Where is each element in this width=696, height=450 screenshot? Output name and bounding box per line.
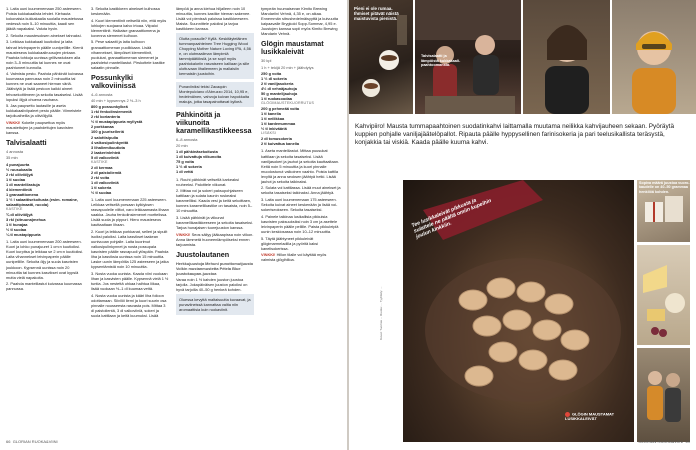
ingredient: 1 dl valkoviiniä (91, 179, 119, 185)
drink-tip-text: Punaviiniksi tekisi Zacaqoin Montepulciano d'Abruzzo 2014, 10,95 e, hedelmäinen, vahvoja kuivan hapokkaita makuja, jotka tasapainottavat kylkeä. (179, 84, 250, 105)
text-column-2 (91, 6, 169, 434)
recipe-time: 20 min (176, 143, 188, 149)
ingredient: 3 lihaliemikuutiota (91, 144, 125, 150)
ingredient: 1 ½ dl sokeria (176, 164, 202, 170)
ingredient: 1 rkl fenkolinsiemeniä (91, 109, 132, 115)
cheese-list: Herkkujuustoja Mehuni punottomutjuusto Volkin mustanmustetta Pétela Blue juustokaupan-juustoa (176, 260, 254, 276)
page-footer (638, 439, 690, 444)
paragraph: 2. Mittaa voi ja sokeri paksupohjaiseen kattilaan ja sulata kaunin ruskeaksi karamelliksi. Kaada vesi ja keitä sekoittaen, kunnes karamellikastike on tasaista, noin 5–10 minuuttia. (176, 188, 253, 214)
caption-text: GLÖGIN MAUSTAMAT LUSIKKALEIVÄT (565, 411, 615, 422)
text-column-1 (6, 6, 84, 434)
paragraph: 1. Laita uuni kuumenemaan 225 asteeseen. Leikkaa veitsellä porsaan kylkiyksen rasvapuolelle viiltot, varo leikkaamasta lihaan saakka. Jauha fenkolinsiemenet morttelissa. Lisää suola ja pippuri. Hiero mausteseos kauttaaltaan lihaan. (91, 197, 169, 228)
ingredient: 2 dl kermaa (91, 164, 113, 170)
magazine-name: GLORIAN RUOKA&VIINI (12, 439, 58, 444)
page-number: 69 (685, 439, 690, 444)
recipe-servings: 4 annosta (6, 149, 24, 155)
paragraph: Varaa noin 1 ½ kahden juuston juustoa tarjolla. Jokapäiväisen juuston paloiksi on hyvä tarjoilla 40–50 g henkeä kohden. (176, 277, 248, 293)
paragraph: 3. Sekoita kastikkeen ainekset kulhossa keskenään. (91, 6, 160, 17)
recipe-time: 40 min + kypsennys 2 ½–3 h (91, 97, 141, 103)
ingredient: 2 salottisipulia (91, 134, 119, 140)
ingredient-subheading: GLÖGIMAUSTEKUORRUTUS (261, 101, 315, 106)
tip-text: Hillon tilalle voi käyttää myös valmista glögihilloa. (261, 252, 327, 263)
ingredient: 50 g mantelijauhoja (261, 90, 298, 96)
lead-paragraph: Kahvipiiro! Mausta tummapaahtoinen suodatinkahvi laittamalla muutama neilikka kahvijauheen sekaan. Pyöräytä kuppien pohjalle vaniljajäätelöpallot. Ripauta päälle hyppysellinen farinisokeria ja pari teelusikallista teräsystä, konjakkia tai viskiä. Kaada päälle kuuma kahvi. (355, 123, 675, 147)
ingredient: ½ tl suolaa (6, 227, 27, 233)
tip-label: VINKKI! (261, 252, 276, 258)
ingredient-subheading: LISÄKSI (261, 131, 276, 136)
photo-man-portrait (612, 0, 696, 114)
photo-caption-side: Sopiva määrä juustoa vuoro-kaudelle on 40–50 grammaa henkilöä kohden. (639, 181, 690, 194)
recipe-title: Talvisalaatti (6, 138, 47, 148)
ingredient: 1 ½ l salaattisekoitusta (esim. romaine, salaattipinaatti, rucola) (6, 196, 79, 207)
paragraph: 3. Nosta vuoka uunista. Kaada viini vuokaan lihan ja kasvisten päälle. Kypsennä vielä 1 ½ tuntia. Jos nestettä uhkaa haihtua liikaa, lisää vuokaan ½–1 dl kuumaa vettä. (91, 270, 169, 292)
paragraph: 3. Lisää pähkinät ja viikunat karamellikastikkeeseen ja sekoita tasaiseksi. Tarjoa hunajaisen tuorejuuston kanssa. (176, 215, 253, 231)
ingredient: ¾ dl oliiviöljyä (6, 212, 33, 218)
paragraph: 1. Aseta mantelilastut. Mittaa puusukat kattilaan ja sekoita tasaiseksi. Lisää vaniljasokeri ja jauhot ja sekoita kauttaaltaan. Keitä noin 5 minuuttia ja kuori pinnalle muodostunut valkoinen vaahto. Poista kattila levyltä ja anna seoksen jäähtyä hetki. Lisää jauhot ja sekoita taikinaksi. (261, 148, 340, 184)
paragraph: 2. Sekoita maustesoksen ainekset tahnaksi. (6, 32, 82, 38)
photo-woman-portrait (523, 0, 610, 114)
paragraph: 5. Jaa paupsetto lautasille ja aseta kukkakaaliviipaleet pesto päälle. Viimeistele tarjoiluaiheilla ja oliiviöljyllä. (6, 103, 82, 119)
paragraph: 5. Pese salaatti ja laita kulhoon granaattiomenan puolikkaan. Lisää vihannekset, lämpöiset klementiinit, puolukat, granaattiomenan siemenet ja paahdetut mantelilastut. Pirskottele kastike salaatin pinnalle. (91, 39, 165, 70)
ingredient: 200 g pehmeää voita (261, 106, 300, 112)
page-number: 66 (6, 439, 11, 444)
recipe-time: 1 h + tekijä 20 min + jäähdytys (261, 64, 314, 70)
photo-ribbon-text: Tee lusikkaleivät pikkusta ja sulattele ne päältä omiin kupeihin joulun kinkkiin. (410, 197, 493, 241)
ingredient: ½ tl inkivääriä (261, 126, 287, 132)
ingredient: 1 granaattiomena (6, 191, 39, 197)
ingredient: 2 tl kuivattua kanelia (261, 141, 300, 147)
ingredient: 100 g juuriselleriä (91, 129, 124, 135)
ingredient: 2 rkl korianteria (91, 114, 120, 120)
recipe-title: Possunkylki valkoviinissä (91, 72, 136, 90)
ingredient: 2 dl tomusokeria (261, 136, 292, 142)
ingredient: 2 laakerinlehteä (91, 149, 121, 155)
ingredient: 5 dl valkoviiniä (91, 154, 119, 160)
recipe-title: Juustolautanen (176, 249, 230, 259)
recipe-servings: 6–8 annosta (176, 136, 198, 142)
ingredient: 1 tl sokeria (91, 184, 112, 190)
recipe-servings: 4–6 annosta (91, 91, 113, 97)
tip-text: Kokeile paupsettoa myös maustettujen ja paahdettujen kasvisten kanssa. (6, 119, 74, 136)
tip (6, 120, 84, 135)
ingredient: 4 valkosipulinkynttä (91, 139, 129, 145)
paragraph: lämpöä ja anna kiehua hiljalleen noin 10 minuuttia, kunnes kastike hieman sakenee. Lisää voi pienissä paloissa kastikkeeseen. Maista. Suunnittele paloiksi ja tarjoa kastikkeen kanssa. (176, 6, 251, 32)
paragraph: 1. Rouhi pähkinät veitsellä karkeaksi rouheeksi. Paloittele viikunat. (176, 176, 239, 187)
drink-tip-text: Olutta possulle? Kyllä. Keskitäyteläinen tummanpaahteinen Tree Hugging Wood Chopping Mother Nature Loving IPA, 4,56 e, on olutmaailman lämpimiä tammipäätöksiä, ja se sopii myös paahtokaloriin rasvaiseen kalliaan ja sille ulottuvaan lihaliemeen ja mallaisiin kermaisiin juustoihin. (179, 35, 251, 77)
recipe-time: 35 min (6, 155, 18, 161)
paragraph: 4. Painele taikinaa lusikallisia pikkuisia kasvisten paksuuksiksi noin 3 cm ja asettele leivinpaperin päälle pellille. Paista pikkuleipiä uunin keskiosassa noin 10–12 minuuttia. (261, 213, 339, 234)
ingredient: 1 tl ruokasoodaa (261, 95, 292, 101)
paragraph: 2. Sulata voi kattilassa. Lisää muut ainekset ja sekoita tasaiseksi taikinaksi. Anna jäähtyä. (261, 185, 341, 196)
ingredient-subheading: KASTIKE (91, 159, 108, 164)
ingredient: ½ ruusukaalia (6, 166, 32, 172)
ingredient: 1 dl vettä (176, 169, 193, 175)
ingredient-subheading: KASTIKE (6, 206, 23, 211)
drink-tip-box (176, 294, 254, 314)
ingredient: 1 ½ dl sokeria (261, 75, 287, 81)
man-illustration (612, 0, 696, 114)
ingredient: 2 porkkanaa (91, 124, 114, 130)
tip (176, 232, 254, 247)
drink-tip-box (176, 33, 254, 78)
ingredient: 1 dl mantelilastuja (6, 181, 40, 187)
ingredient: 2 rkl oliiviöljyä (6, 171, 33, 177)
paragraph: 3. Laita uuni kuumenemaan 175 asteeseen. Sekoita kuivat aineet keskenään ja lisää voi-sokeriseokseen. Sekoita tasaiseksi. (261, 197, 338, 213)
left-page (0, 0, 347, 450)
paragraph: 3. Leikkaa kukkakaali kuutioiksi ja laita tahnat leivinpaperin päälle uunipellille. Kierrä mausteseos kukkakaaliruusujen pintaan. Paahda tohkoja uunissa grillivastuksen alla noin 3–5 minuuttia tai kunnes ne ovat paahtuneet kunnolla. (6, 39, 83, 70)
ingredient: 2 rkl voita (91, 174, 110, 180)
photo-caption-bottom (565, 412, 629, 422)
ingredient: 1 tl kanelia (261, 111, 281, 117)
text-column-4 (261, 6, 341, 434)
photo-cheese-board (637, 245, 690, 345)
ingredient: 1 dl kuivattuja viikunoita (176, 154, 222, 160)
right-page (349, 0, 696, 450)
drink-tip-box (176, 82, 254, 107)
paragraph: tympeän huumaisevan Kimito Brewing Mandariini Vehnä, 4,35 e, on aikaa. Ennemmän sitrushedelmäisyyttä ja kuivuutta kaipaavalle Brygkold Sopp-Sommar, 4,95 e. Juustojen kanssa sopii myös Kimito Brewing Mandarin Vehnä. (261, 6, 338, 37)
tip-label: VINKKI! (6, 119, 21, 125)
photo-caption: Pieni ei ole rumaa. Ihmiset pitävät näistä maistuvista pienistä. (354, 6, 399, 22)
recipe-title: Glögin maustamat lusikkaleivät (261, 39, 324, 57)
ingredient: 4½ dl vehnäjauhoja (261, 85, 297, 91)
ingredient: 75 g voita (176, 159, 194, 165)
paragraph: 4. Kuori klementiinit veitsellä niin, että myös lohkojen suojaava kalvo irtoaa. Viipaloi klementiinit. Halkaise granaattiomena ja kovenna siemenet kulhoon. (91, 17, 167, 38)
ingredient: 250 g voita (261, 70, 282, 76)
magazine-name: GLORIAN RUOKA&VIINI (638, 439, 684, 444)
photo-credit: Kuvat: Tuomas ... Ruoka: ... Tyylittely: ... (379, 286, 383, 340)
ingredient: 4 punajuurta (6, 161, 30, 167)
paragraph: 2. Paahda mantelilastut kuivassa kuumassa pannussa. (6, 281, 82, 292)
ingredient: 1 dl pähkinäsekoitusta (176, 149, 218, 155)
ingredient: 800 g possunkylkeä (91, 104, 128, 110)
ingredient: ½ tl mustapippuria myllystä (91, 119, 143, 125)
ingredient: 2 tl vaniljasokeria (261, 80, 294, 86)
tip (261, 252, 341, 262)
paragraph: 1. Laita uuni kuumenemaan 250 asteeseen. Poista kukkakaalista lehdet. Kiehauta kokonaisia kukkakaalia suolalla maustetussa vedessä noin 5–10 minuuttia, kaadi sen jäädä napakaksi. Valuta hyvin. (6, 6, 84, 32)
ingredient: 1 tl kardemummaa (261, 121, 296, 127)
recipe-yield: 30 kpl (261, 58, 272, 64)
paragraph: 1. Laita uuni kuumenemaan 200 asteeseen. Kuori ja lohko punajuuret 1 cm:n kuutioiksi. Kuori kurpitsa ja leikkaa se 2 cm:n kuutioiksi. Laita vihannekset leivinpaperin päälle uunipellille. Sekoita öljy ja suola kasvisten joukkoon. Kypsennä uunissa noin 20 minuuttia tai kunnes kasvikset ovat kypsiä mutta vielä napakoita. (6, 239, 84, 280)
tip-text: Seos säilyy jääkaapissa noin viikon. Anna lämmetä huoneenlämpöiseksi ennen tarjoamista. (176, 231, 254, 247)
drink-tip-text: Oluessa kevyttä maltaisuutta kuvaavat, ja punaviineissä kannattaa valita niin aromaattisia kuin ruokaviinit. (179, 296, 251, 312)
ingredient: 1 tl suolaa (6, 176, 26, 182)
tip-label: VINKKI! (176, 231, 191, 237)
paragraph: 4. Nosta vuoka uunista ja kääri liha folioon odottamaan. Siivilöi liemi ja kuori suurin osa pinnalle nousseesta rasvasta pois. Mittaa 3 dl paistolientä, 3 dl valkoviiniä, sokeri ja suola kattilaan ja keitä kuumuksi. Lisää (91, 292, 167, 318)
paragraph: 5. Täytä jäähtyneet pikkuleivät glögimarmeladilla ja pyöritä kaksi kanelisokerissa. (261, 235, 319, 251)
woman-illustration (523, 0, 610, 114)
text-column-3 (176, 6, 254, 434)
ingredient: ½ tl suolaa (91, 190, 112, 196)
ingredient: ¼ tl mustapippuria (6, 232, 41, 238)
page-footer (6, 439, 58, 444)
ingredient: 1 tl neilikkaa (261, 116, 285, 122)
cheese-illustration (637, 245, 690, 345)
recipe-title: Pähkinöitä ja viikunoita karamellikastikkeessa (176, 109, 252, 135)
photo-people-kitchen (637, 348, 690, 442)
ingredient: 2 dl paistoliemiä (91, 169, 122, 175)
paragraph: 2. Kuori ja leikkaa porkkanat, selleri ja sipulit isoiksi paloiksi. Laita kasvikset laakean uunivuoan pohjalle. Laita kuorimut valkosipulinkynnet ja nosta possupala kasvisten päälle rasvapuoli ylöspäin. Paahda liha ja kasviksia uunissa noin 15 minuuttia. Laske uunin lämpötila 125 asteeseen ja jatka kypsentämistä noin 10 minuuttia. (91, 228, 169, 270)
paragraph: 4. Valmista pesto. Paahda pähkinät kuivassa kuumassa pannussa noin 2 minuuttia tai kunnes ne ovat saaneet hieman väriä. Jäähdytä ja lisää pestoon kaikki aineet tehosekoittimeen ja sekoita tasaiseksi. Lisää lopuksi öljyä ohuena nauhana. (6, 71, 84, 102)
ingredient: 3 rkl (sitruuna)mehua (6, 217, 46, 223)
ingredient: 1 tl hunajaa (6, 222, 28, 228)
ingredient: 4 klementiiniä (6, 186, 32, 192)
photo-caption: Talvisalaatti ja lämpöistä kukkakaali-paahtoomansta. (421, 54, 461, 68)
kitchen-illustration (637, 348, 690, 442)
